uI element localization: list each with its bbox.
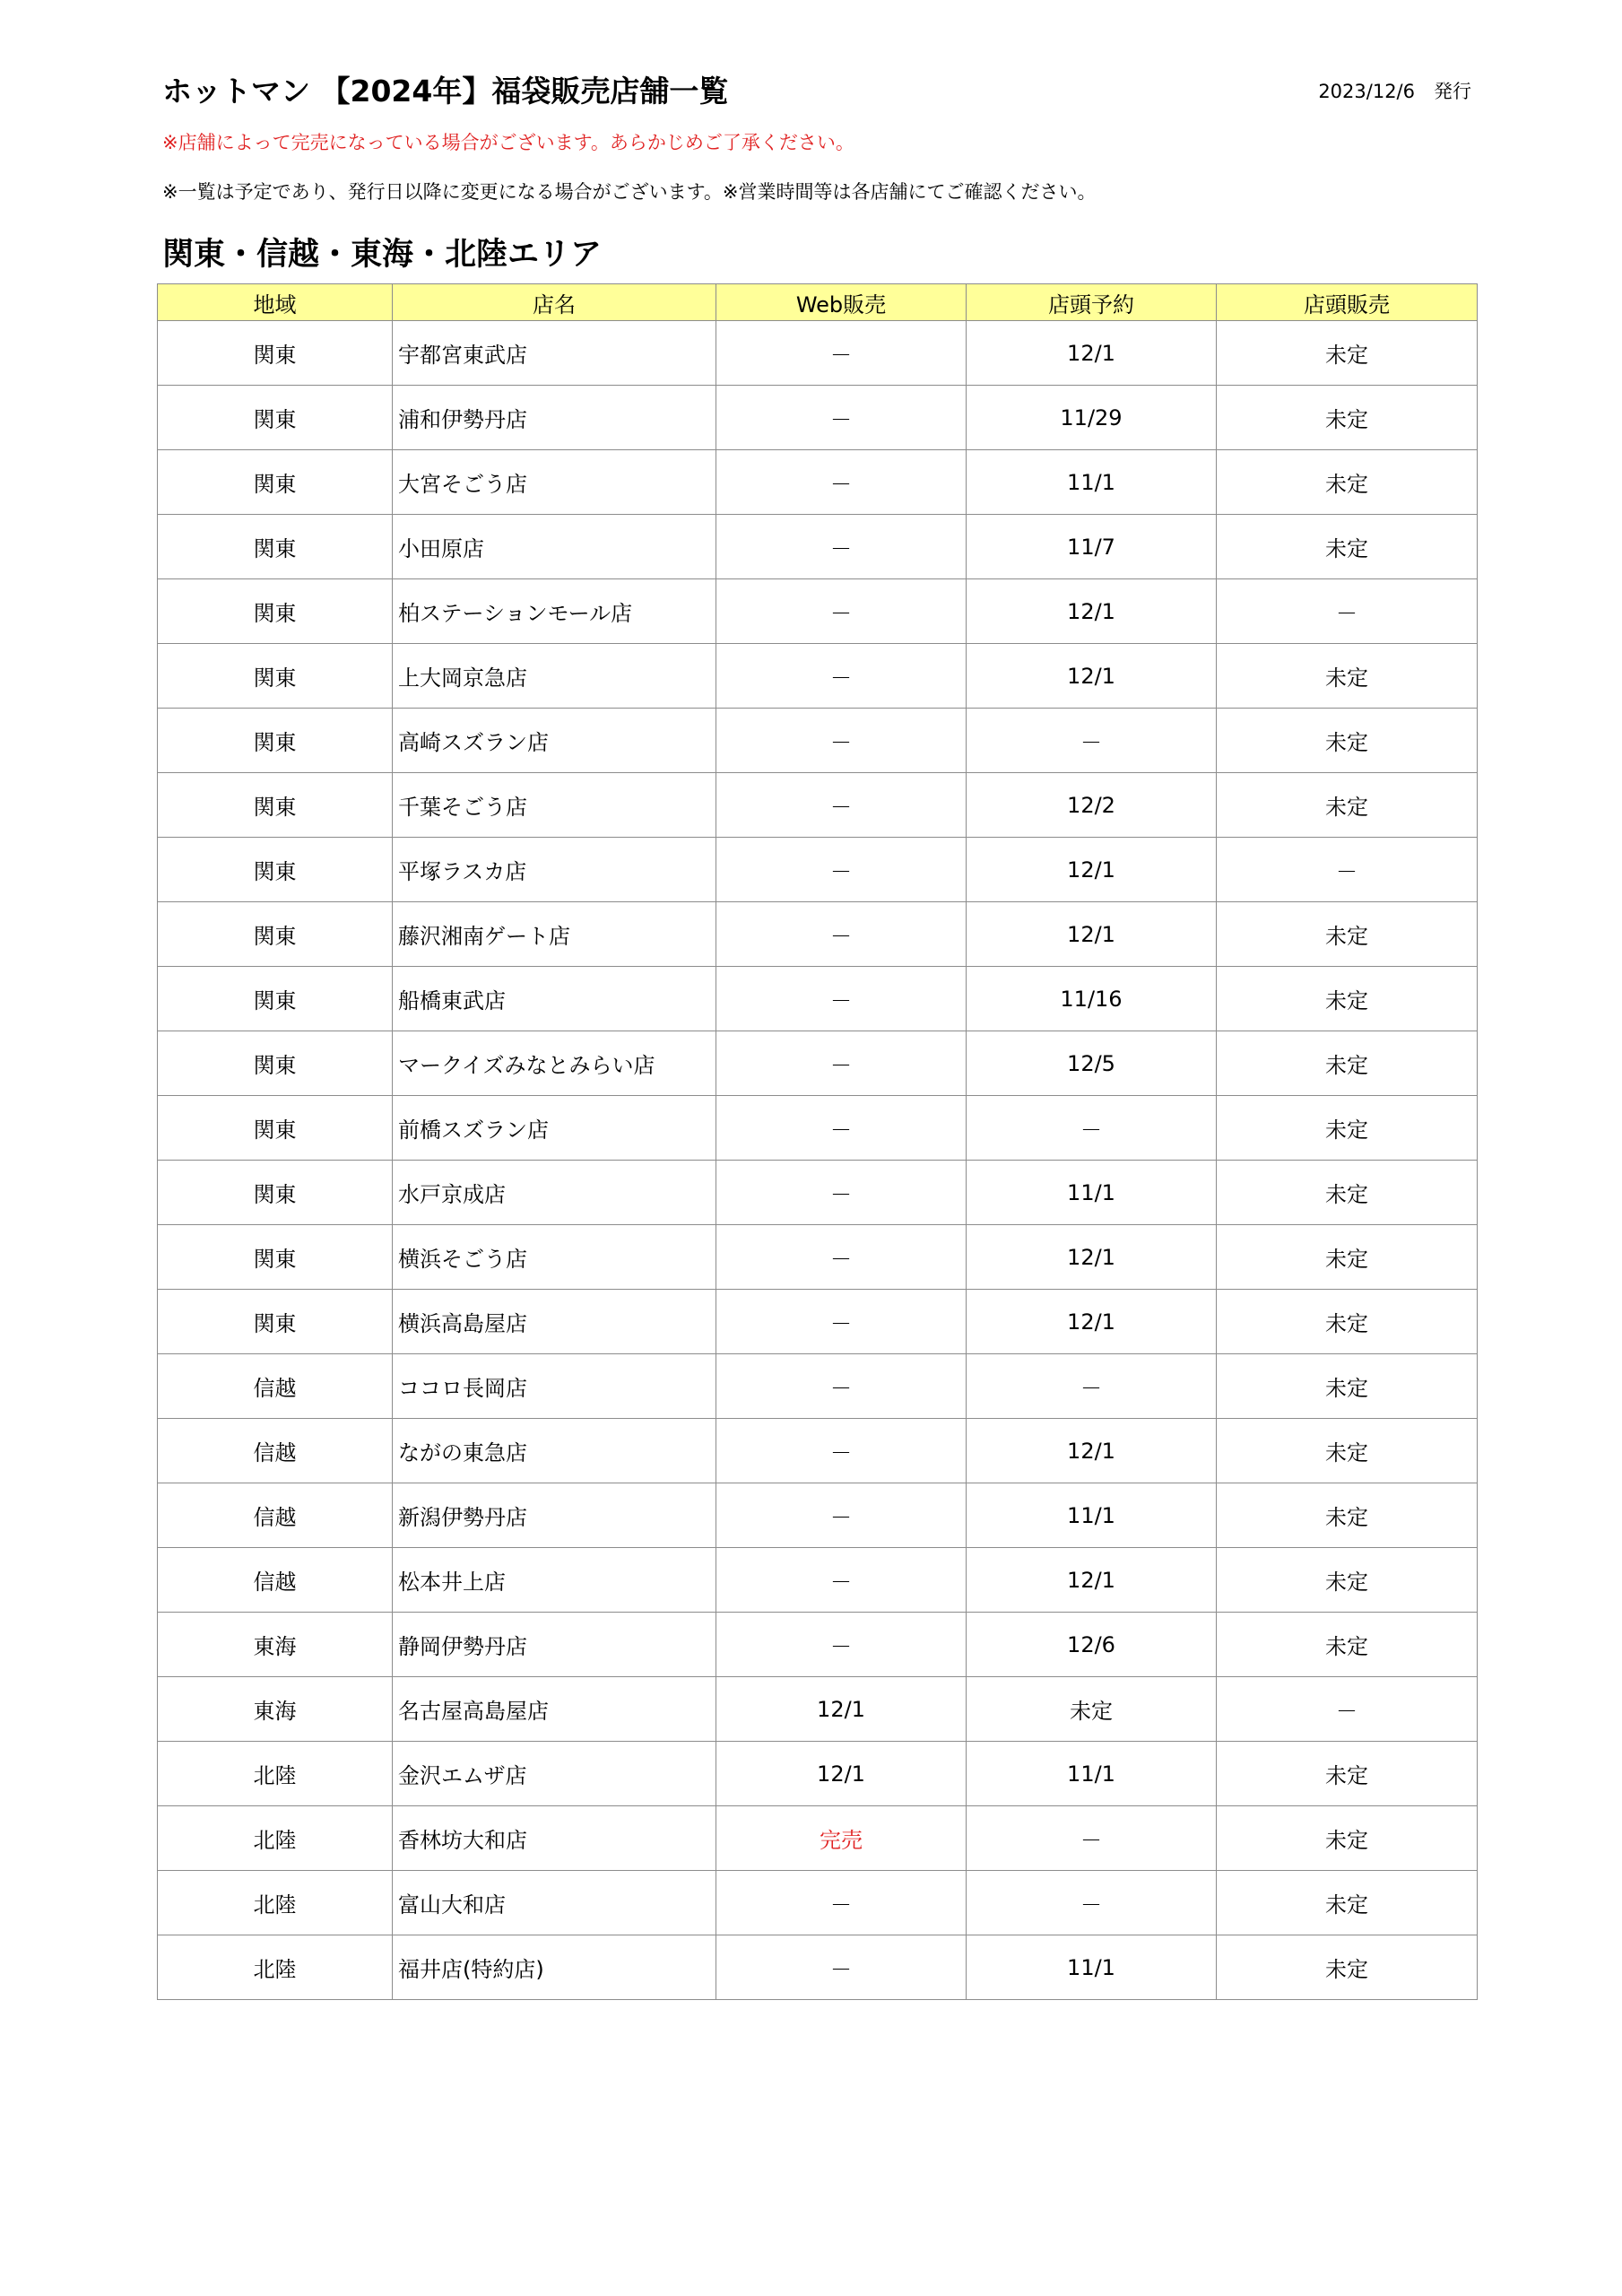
table-row	[158, 386, 1478, 450]
column-header-region: 地域	[158, 284, 393, 321]
cell-web-sales: －	[716, 1871, 967, 1935]
cell-region: 関東	[158, 838, 393, 902]
cell-web-sales: －	[716, 1419, 967, 1483]
cell-web-sales: －	[716, 1096, 967, 1161]
cell-region: 信越	[158, 1354, 393, 1419]
cell-store-name: 富山大和店	[393, 1871, 716, 1935]
cell-store-sales: －	[1217, 579, 1478, 644]
column-header-web-sales: Web販売	[716, 284, 967, 321]
cell-store-sales: 未定	[1217, 1096, 1478, 1161]
cell-region: 関東	[158, 1225, 393, 1290]
table-row	[158, 1483, 1478, 1548]
cell-region: 関東	[158, 579, 393, 644]
cell-store-name: 大宮そごう店	[393, 450, 716, 515]
table-row	[158, 773, 1478, 838]
table-row	[158, 1806, 1478, 1871]
cell-store-sales: 未定	[1217, 1613, 1478, 1677]
cell-web-sales: －	[716, 1031, 967, 1096]
cell-store-sales: 未定	[1217, 1290, 1478, 1354]
column-header-store-sales: 店頭販売	[1217, 284, 1478, 321]
cell-store-name: 千葉そごう店	[393, 773, 716, 838]
cell-store-sales: 未定	[1217, 1935, 1478, 2000]
cell-region: 北陸	[158, 1871, 393, 1935]
table-body	[158, 321, 1478, 2000]
cell-web-sales: －	[716, 515, 967, 579]
cell-store-sales: 未定	[1217, 515, 1478, 579]
cell-store-reservation: 12/2	[967, 773, 1217, 838]
cell-store-sales: 未定	[1217, 1483, 1478, 1548]
table-row	[158, 1161, 1478, 1225]
cell-store-reservation: 11/1	[967, 1935, 1217, 2000]
table-row	[158, 1419, 1478, 1483]
cell-store-reservation: 11/29	[967, 386, 1217, 450]
cell-store-name: 宇都宮東武店	[393, 321, 716, 386]
cell-store-reservation: 12/1	[967, 1419, 1217, 1483]
cell-web-sales: －	[716, 1290, 967, 1354]
table-row	[158, 709, 1478, 773]
cell-store-sales: 未定	[1217, 1742, 1478, 1806]
cell-web-sales: －	[716, 321, 967, 386]
cell-web-sales: －	[716, 967, 967, 1031]
cell-store-name: 上大岡京急店	[393, 644, 716, 709]
document-title: ホットマン 【2024年】福袋販売店舗一覧	[162, 74, 729, 109]
cell-store-name: 前橋スズラン店	[393, 1096, 716, 1161]
cell-store-reservation: －	[967, 1806, 1217, 1871]
cell-store-reservation: －	[967, 709, 1217, 773]
cell-store-name: 金沢エムザ店	[393, 1742, 716, 1806]
cell-web-sales: 12/1	[716, 1742, 967, 1806]
cell-region: 関東	[158, 902, 393, 967]
cell-web-sales: －	[716, 1613, 967, 1677]
cell-store-name: ココロ長岡店	[393, 1354, 716, 1419]
table-row	[158, 1871, 1478, 1935]
cell-store-reservation: －	[967, 1096, 1217, 1161]
cell-web-sales: 12/1	[716, 1677, 967, 1742]
cell-store-sales: －	[1217, 838, 1478, 902]
table-row	[158, 902, 1478, 967]
cell-store-reservation: 12/6	[967, 1613, 1217, 1677]
cell-region: 北陸	[158, 1742, 393, 1806]
table-row	[158, 1613, 1478, 1677]
table-row	[158, 579, 1478, 644]
table-row	[158, 1742, 1478, 1806]
table-row	[158, 1290, 1478, 1354]
table-row	[158, 838, 1478, 902]
cell-store-name: 松本井上店	[393, 1548, 716, 1613]
cell-store-name: 福井店(特約店)	[393, 1935, 716, 2000]
cell-store-sales: 未定	[1217, 386, 1478, 450]
table-row	[158, 450, 1478, 515]
cell-region: 関東	[158, 773, 393, 838]
cell-web-sales: －	[716, 1483, 967, 1548]
cell-region: 関東	[158, 1031, 393, 1096]
cell-store-reservation: 12/1	[967, 838, 1217, 902]
cell-store-reservation: 11/1	[967, 1161, 1217, 1225]
cell-store-sales: 未定	[1217, 450, 1478, 515]
cell-store-sales: 未定	[1217, 321, 1478, 386]
cell-store-name: 香林坊大和店	[393, 1806, 716, 1871]
cell-region: 関東	[158, 450, 393, 515]
cell-store-sales: 未定	[1217, 773, 1478, 838]
cell-store-reservation: 11/1	[967, 450, 1217, 515]
cell-region: 信越	[158, 1483, 393, 1548]
cell-store-sales: －	[1217, 1677, 1478, 1742]
cell-store-sales: 未定	[1217, 1548, 1478, 1613]
soldout-notice: ※店舗によって完売になっている場合がございます。あらかじめご了承ください。	[162, 132, 854, 153]
cell-store-name: 柏ステーションモール店	[393, 579, 716, 644]
cell-store-reservation: 未定	[967, 1677, 1217, 1742]
cell-store-reservation: 12/1	[967, 1548, 1217, 1613]
cell-region: 関東	[158, 386, 393, 450]
cell-store-sales: 未定	[1217, 1031, 1478, 1096]
cell-store-sales: 未定	[1217, 967, 1478, 1031]
table-row	[158, 1935, 1478, 2000]
cell-store-name: 浦和伊勢丹店	[393, 386, 716, 450]
cell-store-reservation: 12/5	[967, 1031, 1217, 1096]
cell-store-name: ながの東急店	[393, 1419, 716, 1483]
cell-web-sales: －	[716, 709, 967, 773]
cell-region: 関東	[158, 1290, 393, 1354]
cell-region: 信越	[158, 1548, 393, 1613]
document-header	[162, 68, 1471, 113]
cell-store-name: 水戸京成店	[393, 1161, 716, 1225]
cell-store-sales: 未定	[1217, 709, 1478, 773]
table-row	[158, 644, 1478, 709]
cell-store-reservation: 12/1	[967, 902, 1217, 967]
cell-store-reservation: 11/1	[967, 1742, 1217, 1806]
table-header-row	[158, 284, 1478, 321]
cell-web-sales: －	[716, 386, 967, 450]
cell-store-name: 藤沢湘南ゲート店	[393, 902, 716, 967]
cell-store-reservation: 12/1	[967, 579, 1217, 644]
cell-region: 関東	[158, 644, 393, 709]
cell-store-reservation: －	[967, 1871, 1217, 1935]
cell-region: 東海	[158, 1613, 393, 1677]
cell-web-sales: －	[716, 450, 967, 515]
cell-store-sales: 未定	[1217, 1354, 1478, 1419]
cell-store-name: 船橋東武店	[393, 967, 716, 1031]
cell-store-name: 横浜そごう店	[393, 1225, 716, 1290]
cell-store-name: 横浜高島屋店	[393, 1290, 716, 1354]
cell-region: 北陸	[158, 1935, 393, 2000]
cell-store-sales: 未定	[1217, 1225, 1478, 1290]
table-row	[158, 321, 1478, 386]
table-row	[158, 1096, 1478, 1161]
cell-region: 東海	[158, 1677, 393, 1742]
table-row	[158, 1677, 1478, 1742]
cell-store-reservation: 12/1	[967, 321, 1217, 386]
cell-store-reservation: 12/1	[967, 644, 1217, 709]
table-row	[158, 1225, 1478, 1290]
cell-region: 関東	[158, 515, 393, 579]
cell-region: 関東	[158, 709, 393, 773]
table-row	[158, 967, 1478, 1031]
area-heading: 関東・信越・東海・北陸エリア	[162, 237, 603, 273]
issue-date: 2023/12/6 発行	[1318, 81, 1471, 102]
cell-store-reservation: －	[967, 1354, 1217, 1419]
cell-web-sales: －	[716, 1225, 967, 1290]
cell-store-reservation: 11/16	[967, 967, 1217, 1031]
cell-region: 北陸	[158, 1806, 393, 1871]
cell-store-name: 高崎スズラン店	[393, 709, 716, 773]
cell-web-sales: －	[716, 838, 967, 902]
cell-store-sales: 未定	[1217, 1871, 1478, 1935]
cell-region: 関東	[158, 1096, 393, 1161]
cell-web-sales: －	[716, 1935, 967, 2000]
cell-store-name: 新潟伊勢丹店	[393, 1483, 716, 1548]
table-row	[158, 1031, 1478, 1096]
cell-region: 関東	[158, 321, 393, 386]
cell-region: 信越	[158, 1419, 393, 1483]
cell-store-name: 小田原店	[393, 515, 716, 579]
cell-store-sales: 未定	[1217, 902, 1478, 967]
cell-web-sales: －	[716, 773, 967, 838]
cell-store-sales: 未定	[1217, 1419, 1478, 1483]
store-table	[157, 283, 1478, 2000]
cell-store-sales: 未定	[1217, 1161, 1478, 1225]
cell-web-sales: －	[716, 579, 967, 644]
cell-web-sales: 完売	[716, 1806, 967, 1871]
cell-web-sales: －	[716, 644, 967, 709]
cell-store-name: 静岡伊勢丹店	[393, 1613, 716, 1677]
cell-web-sales: －	[716, 902, 967, 967]
cell-store-reservation: 12/1	[967, 1290, 1217, 1354]
cell-store-name: 名古屋高島屋店	[393, 1677, 716, 1742]
cell-region: 関東	[158, 1161, 393, 1225]
cell-store-reservation: 12/1	[967, 1225, 1217, 1290]
schedule-notice: ※一覧は予定であり、発行日以降に変更になる場合がございます。※営業時間等は各店舗にてご確認ください。	[162, 181, 1097, 203]
cell-store-name: 平塚ラスカ店	[393, 838, 716, 902]
cell-web-sales: －	[716, 1354, 967, 1419]
cell-store-sales: 未定	[1217, 1806, 1478, 1871]
table-row	[158, 1548, 1478, 1613]
table-row	[158, 515, 1478, 579]
cell-store-name: マークイズみなとみらい店	[393, 1031, 716, 1096]
column-header-store-reservation: 店頭予約	[967, 284, 1217, 321]
cell-store-sales: 未定	[1217, 644, 1478, 709]
column-header-store-name: 店名	[393, 284, 716, 321]
cell-store-reservation: 11/7	[967, 515, 1217, 579]
cell-web-sales: －	[716, 1548, 967, 1613]
table-row	[158, 1354, 1478, 1419]
cell-store-reservation: 11/1	[967, 1483, 1217, 1548]
cell-web-sales: －	[716, 1161, 967, 1225]
cell-region: 関東	[158, 967, 393, 1031]
